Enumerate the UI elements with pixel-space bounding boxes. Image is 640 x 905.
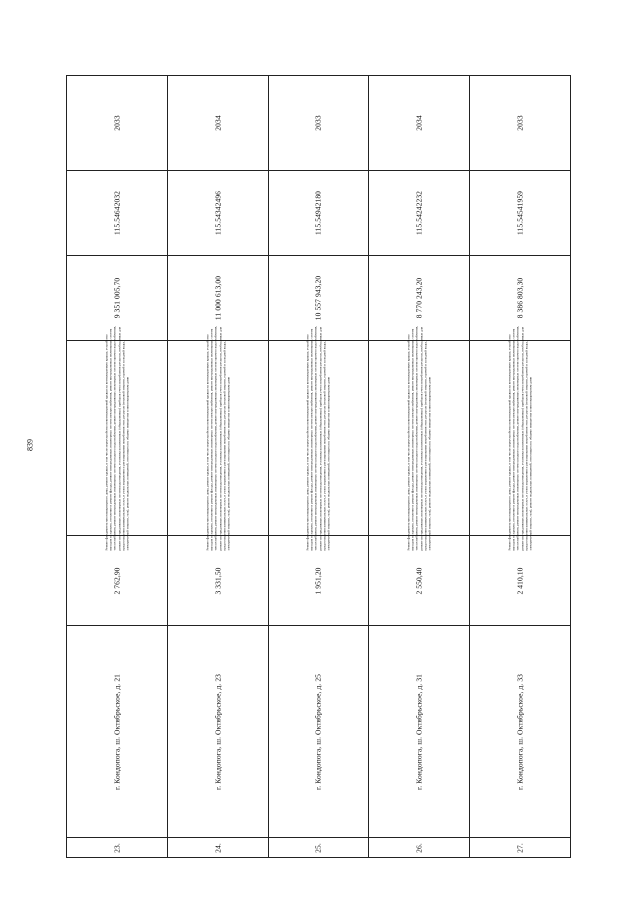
row-number-cell: 26. xyxy=(414,842,424,853)
address-cell: г. Кондопога, ш. Октябрьское, д. 31 xyxy=(414,673,424,790)
year-cell: 2033 xyxy=(313,115,323,131)
year-cell: 2034 xyxy=(414,115,424,131)
works-description: Ремонт фундамента многоквартирного дома, ремонт крыши, в том числе переустройство невентилируемой крыши на вентилируемую крышу, устройство выходов на кровлю, утепление и ремонт фасада, ремонт внутридомовых инженерных систем электроснабжения, ремонт внутридомовых инженерных систем теплоснабжения, ремонт внутридомовых инженерных систем холодного водоснабжения, ремонт внутридомовых инженерных систем горячего водоснабжения, ремонт внутридомовых инженерных систем водоотведения, установка коллективных (общедомовых) приборов учета потребления ресурсов, необходимых для предоставления коммунальных услуг, и узлов управления и регулирования потребления этих ресурсов (тепловой энергии, горячей и холодной воды, электрической энергии, газа), ремонт подвальных помещений, относящихся к общему имуществу в многоквартирном доме xyxy=(305,326,331,551)
year-cell: 2033 xyxy=(112,115,122,131)
cost-cell: 9 351 005,70 xyxy=(112,277,122,319)
cost-cell: 10 557 943,20 xyxy=(313,275,323,321)
area-row xyxy=(67,536,571,626)
area-cell: 1 951,20 xyxy=(313,566,323,595)
page-number: 839 xyxy=(25,439,35,451)
specific-cost-cell: 115.54541959 xyxy=(515,190,525,236)
address-cell: г. Кондопога, ш. Октябрьское, д. 33 xyxy=(515,673,525,790)
year-cell: 2034 xyxy=(213,115,223,131)
year-row xyxy=(67,76,571,171)
works-description: Ремонт фундамента многоквартирного дома, ремонт крыши, в том числе переустройство невентилируемой крыши на вентилируемую крышу, устройство выходов на кровлю, утепление и ремонт фасада, ремонт внутридомовых инженерных систем электроснабжения, ремонт внутридомовых инженерных систем теплоснабжения, ремонт внутридомовых инженерных систем холодного водоснабжения, ремонт внутридомовых инженерных систем горячего водоснабжения, ремонт внутридомовых инженерных систем водоотведения, установка коллективных (общедомовых) приборов учета потребления ресурсов, необходимых для предоставления коммунальных услуг, и узлов управления и регулирования потребления этих ресурсов (тепловой энергии, горячей и холодной воды, электрической энергии, газа), ремонт подвальных помещений, относящихся к общему имуществу в многоквартирном доме xyxy=(507,326,533,551)
specific-cost-cell: 115.54342496 xyxy=(213,190,223,236)
area-cell: 2 550,40 xyxy=(414,566,424,595)
cost-cell: 11 000 613,00 xyxy=(213,275,223,321)
number-row xyxy=(67,838,571,858)
area-cell: 2 410,10 xyxy=(515,566,525,595)
cost-cell: 8 386 803,30 xyxy=(515,277,525,319)
specific-cost-row xyxy=(67,171,571,256)
row-number-cell: 27. xyxy=(515,842,525,853)
area-cell: 2 762,90 xyxy=(112,566,122,595)
works-row xyxy=(67,341,571,536)
works-description: Ремонт фундамента многоквартирного дома, ремонт крыши, в том числе переустройство невентилируемой крыши на вентилируемую крышу, устройство выходов на кровлю, утепление и ремонт фасада, ремонт внутридомовых инженерных систем электроснабжения, ремонт внутридомовых инженерных систем теплоснабжения, ремонт внутридомовых инженерных систем холодного водоснабжения, ремонт внутридомовых инженерных систем горячего водоснабжения, ремонт внутридомовых инженерных систем водоотведения, установка коллективных (общедомовых) приборов учета потребления ресурсов, необходимых для предоставления коммунальных услуг, и узлов управления и регулирования потребления этих ресурсов (тепловой энергии, горячей и холодной воды, электрической энергии, газа), ремонт подвальных помещений, относящихся к общему имуществу в многоквартирном доме xyxy=(205,326,231,551)
row-number-cell: 24. xyxy=(213,842,223,853)
row-number-cell: 25. xyxy=(313,842,323,853)
year-cell: 2033 xyxy=(515,115,525,131)
address-cell: г. Кондопога, ш. Октябрьское, д. 25 xyxy=(313,673,323,790)
specific-cost-cell: 115.54242232 xyxy=(414,190,424,236)
address-cell: г. Кондопога, ш. Октябрьское, д. 21 xyxy=(112,673,122,790)
works-description: Ремонт фундамента многоквартирного дома, ремонт крыши, в том числе переустройство невентилируемой крыши на вентилируемую крышу, устройство выходов на кровлю, утепление и ремонт фасада, ремонт внутридомовых инженерных систем электроснабжения, ремонт внутридомовых инженерных систем теплоснабжения, ремонт внутридомовых инженерных систем холодного водоснабжения, ремонт внутридомовых инженерных систем горячего водоснабжения, ремонт внутридомовых инженерных систем водоотведения, установка коллективных (общедомовых) приборов учета потребления ресурсов, необходимых для предоставления коммунальных услуг, и узлов управления и регулирования потребления этих ресурсов (тепловой энергии, горячей и холодной воды, электрической энергии, газа), ремонт подвальных помещений, относящихся к общему имуществу в многоквартирном доме xyxy=(406,326,432,551)
cost-cell: 8 770 243,20 xyxy=(414,277,424,319)
address-row xyxy=(67,626,571,838)
specific-cost-cell: 115.54942180 xyxy=(313,190,323,236)
row-number-cell: 23. xyxy=(112,842,122,853)
area-cell: 3 331,50 xyxy=(213,566,223,595)
specific-cost-cell: 115.54642032 xyxy=(112,190,122,236)
works-description: Ремонт фундамента многоквартирного дома, ремонт крыши, в том числе переустройство невентилируемой крыши на вентилируемую крышу, устройство выходов на кровлю, утепление и ремонт фасада, ремонт внутридомовых инженерных систем электроснабжения, ремонт внутридомовых инженерных систем теплоснабжения, ремонт внутридомовых инженерных систем холодного водоснабжения, ремонт внутридомовых инженерных систем горячего водоснабжения, ремонт внутридомовых инженерных систем водоотведения, установка коллективных (общедомовых) приборов учета потребления ресурсов, необходимых для предоставления коммунальных услуг, и узлов управления и регулирования потребления этих ресурсов (тепловой энергии, горячей и холодной воды, электрической энергии, газа), ремонт подвальных помещений, относящихся к общему имуществу в многоквартирном доме xyxy=(104,326,130,551)
repair-program-table xyxy=(66,75,571,858)
address-cell: г. Кондопога, ш. Октябрьское, д. 23 xyxy=(213,673,223,790)
